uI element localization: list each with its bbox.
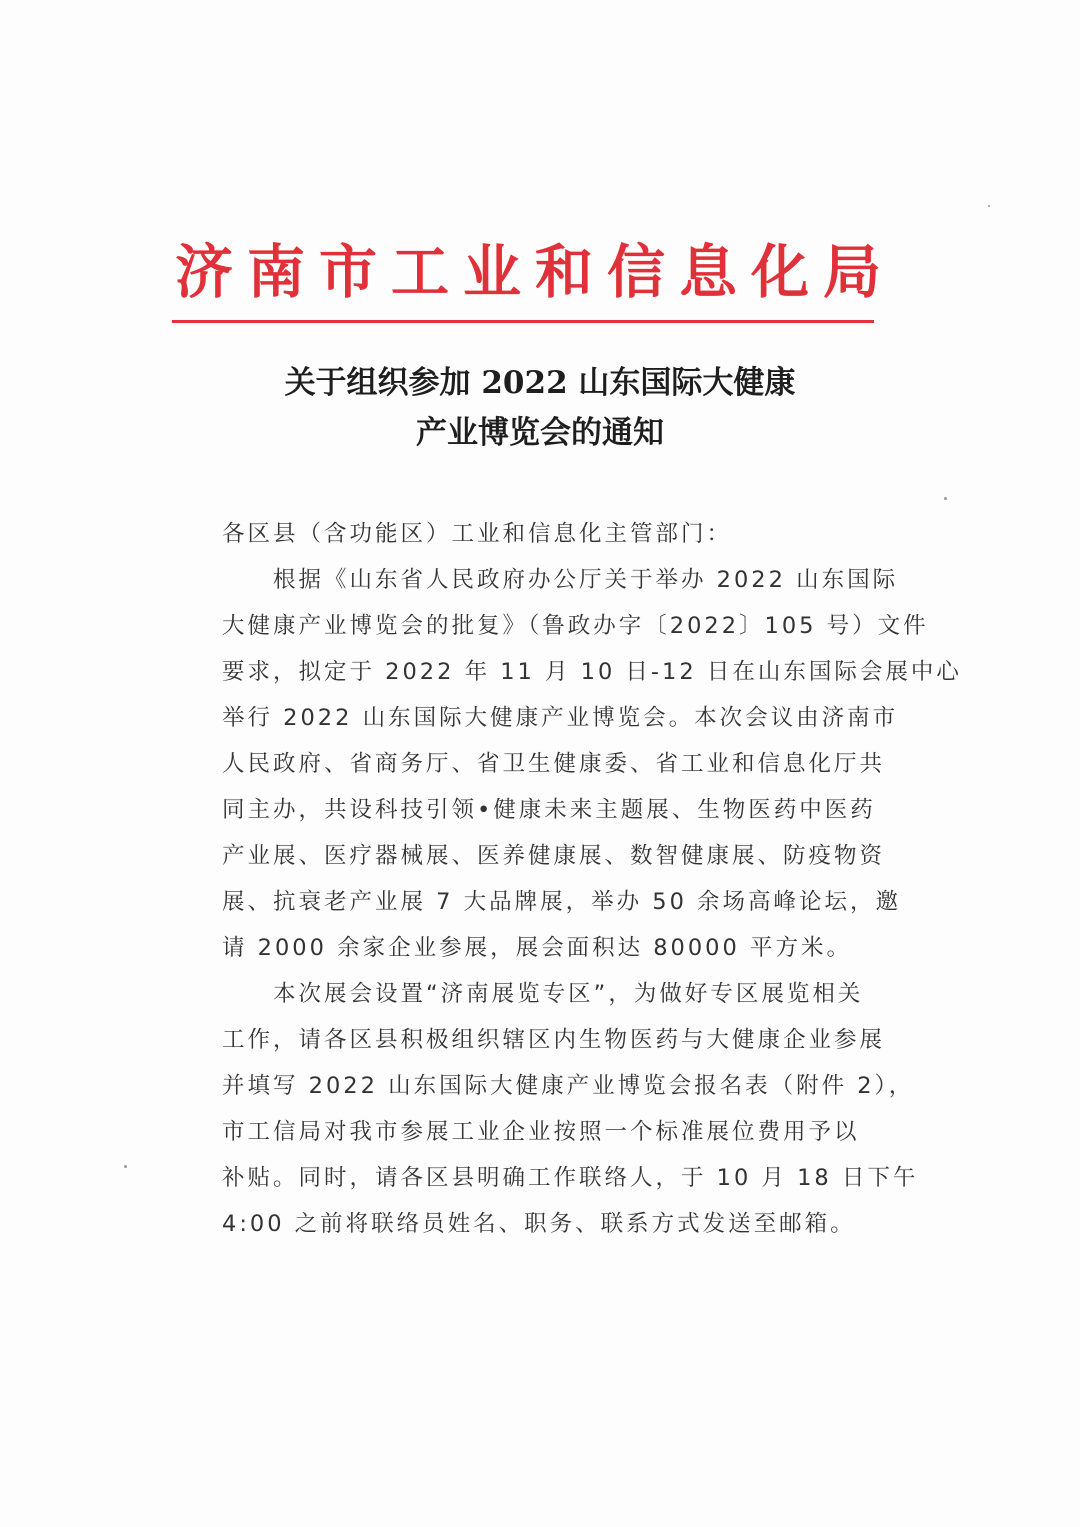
paragraph-line: 大健康产业博览会的批复》（鲁政办字〔2022〕105 号）文件 [222, 613, 929, 639]
issuing-authority-header: 济南市工业和信息化局 [175, 238, 896, 306]
document-body [222, 511, 962, 1247]
paragraph-2 [222, 971, 919, 1247]
paragraph-line: 本次展会设置“济南展览专区”，为做好专区展览相关 [273, 981, 864, 1007]
document-title-line-2: 产业博览会的通知 [416, 415, 664, 451]
paragraph-line: 举行 2022 山东国际大健康产业博览会。本次会议由济南市 [222, 705, 899, 731]
scan-speck [124, 1165, 127, 1168]
paragraph-line: 展、抗衰老产业展 7 大品牌展，举办 50 余场高峰论坛，邀 [222, 889, 902, 915]
paragraph-line: 请 2000 余家企业参展，展会面积达 80000 平方米。 [222, 935, 852, 961]
paragraph-line: 补贴。同时，请各区县明确工作联络人，于 10 月 18 日下午 [222, 1165, 919, 1191]
paragraph-line: 根据《山东省人民政府办公厅关于举办 2022 山东国际 [273, 567, 899, 593]
scan-speck [944, 497, 947, 500]
paragraph-line: 并填写 2022 山东国际大健康产业博览会报名表（附件 2）， [222, 1073, 915, 1099]
red-divider-line [172, 320, 874, 323]
salutation: 各区县（含功能区）工业和信息化主管部门： [222, 521, 733, 547]
paragraph-line: 同主办，共设科技引领•健康未来主题展、生物医药中医药 [222, 797, 876, 823]
paragraph-line: 市工信局对我市参展工业企业按照一个标准展位费用予以 [222, 1119, 860, 1145]
paragraph-line: 产业展、医疗器械展、医养健康展、数智健康展、防疫物资 [222, 843, 886, 869]
paragraph-line: 要求，拟定于 2022 年 11 月 10 日-12 日在山东国际会展中心 [222, 659, 962, 685]
document-title [140, 358, 940, 458]
paragraph-line: 人民政府、省商务厅、省卫生健康委、省工业和信息化厅共 [222, 751, 886, 777]
document-title-line-1: 关于组织参加 2022 山东国际大健康 [284, 365, 796, 401]
paragraph-line: 4:00 之前将联络员姓名、职务、联系方式发送至邮箱。 [222, 1211, 856, 1237]
paragraph-1 [222, 557, 962, 971]
paragraph-line: 工作，请各区县积极组织辖区内生物医药与大健康企业参展 [222, 1027, 886, 1053]
scan-speck [988, 205, 990, 207]
